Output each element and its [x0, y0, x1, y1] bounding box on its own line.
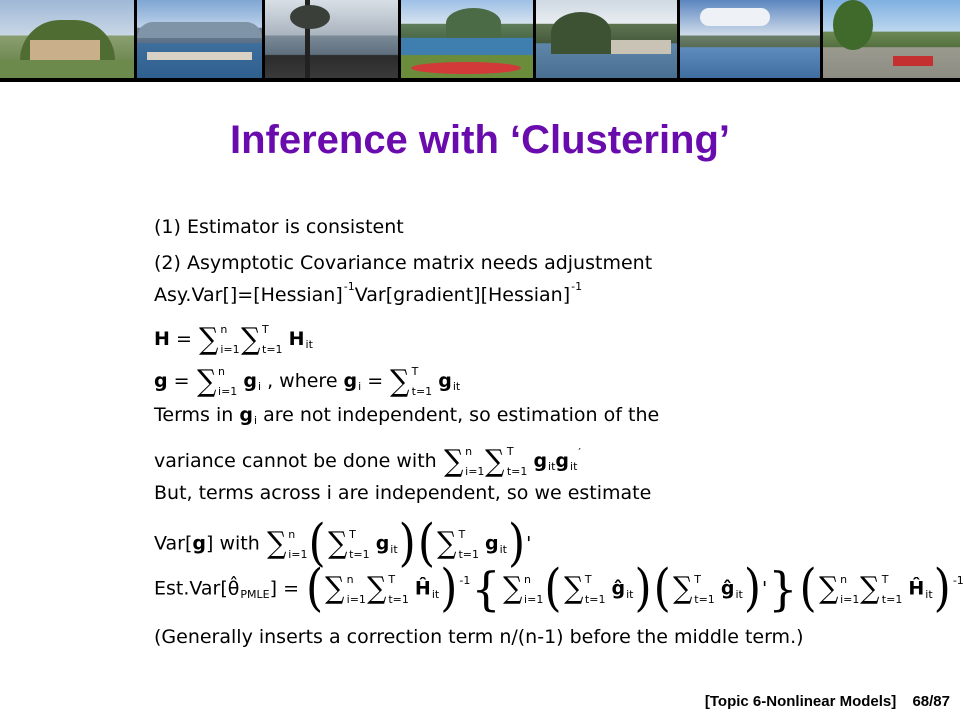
bold-symbol: H — [288, 328, 305, 350]
sum-upper-limit: T — [694, 572, 701, 586]
subscript: it — [626, 587, 634, 601]
sum-limits — [262, 324, 283, 355]
subscript: it — [431, 587, 440, 601]
sum-limits — [524, 574, 543, 605]
equation-text: ] = — [269, 577, 306, 600]
sum-lower-limit: i=1 — [288, 547, 308, 561]
sum-lower-limit: t=1 — [411, 385, 433, 398]
equation-text: ' — [761, 577, 768, 600]
superscript: ′ — [578, 446, 581, 459]
equation-line — [154, 363, 461, 399]
summation-symbol: ∑ — [860, 571, 880, 606]
equation-text: , where — [261, 370, 344, 392]
bold-symbol: g — [533, 450, 548, 472]
sum-upper-limit: n — [346, 572, 354, 586]
sum-upper-limit: n — [524, 572, 532, 586]
parenthesis: ( — [653, 559, 671, 618]
sum-lower-limit: t=1 — [881, 592, 903, 606]
equation-text: ] with — [206, 532, 266, 555]
bold-symbol: Ĥ — [414, 577, 431, 600]
summation-symbol: ∑ — [390, 363, 410, 399]
sum-upper-limit: T — [584, 572, 592, 586]
equation-text: (1) Estimator is consistent — [154, 216, 404, 238]
bold-symbol: ĝ — [720, 577, 735, 600]
equation-text: Var[gradient][Hessian] — [354, 284, 571, 306]
summation-symbol: ∑ — [563, 571, 583, 606]
equation-text: variance cannot be done with — [154, 450, 443, 472]
sum-upper-limit: T — [262, 323, 269, 336]
equation-text: Est.Var[ — [154, 577, 228, 600]
bold-symbol: g — [438, 370, 452, 392]
lake-clouds-photo — [680, 0, 820, 78]
subscript: it — [548, 460, 556, 473]
parenthesis: ) — [508, 514, 526, 573]
subscript: it — [499, 542, 507, 556]
parenthesis: ) — [743, 559, 761, 618]
bold-symbol: g — [375, 532, 390, 555]
sum-upper-limit: n — [220, 323, 228, 336]
subscript: it — [390, 542, 398, 556]
bold-symbol: Ĥ — [908, 577, 925, 600]
sum-lower-limit: t=1 — [458, 547, 479, 561]
equation-text: But, terms across i are independent, so we estimate — [154, 482, 652, 504]
equation-line — [154, 218, 404, 237]
page-number: 68/87 — [912, 693, 950, 710]
equation-text: are not independent, so estimation of the — [257, 404, 660, 426]
parenthesis: ( — [417, 514, 436, 573]
sum-limits — [585, 574, 606, 605]
sum-lower-limit: t=1 — [694, 592, 715, 606]
sum-limits — [694, 574, 715, 605]
superscript: -1 — [571, 280, 583, 293]
superscript: -1 — [952, 573, 964, 587]
lake-mountain-garden-photo — [401, 0, 533, 78]
summation-symbol: ∑ — [502, 571, 522, 606]
sum-upper-limit: T — [458, 527, 466, 541]
summation-symbol: ∑ — [672, 571, 693, 606]
subscript: it — [452, 380, 461, 393]
sum-upper-limit: n — [288, 527, 296, 541]
equation-text: = — [169, 328, 198, 350]
subscript: PMLE — [240, 587, 270, 601]
sum-limits — [458, 529, 479, 560]
slide-footer — [705, 693, 950, 710]
equation-text: Terms in — [154, 404, 240, 426]
sum-lower-limit: t=1 — [349, 547, 370, 561]
equation-line — [154, 559, 964, 618]
bold-symbol: g — [555, 450, 570, 472]
subscript: i — [358, 380, 362, 393]
photo-banner — [0, 0, 960, 80]
sum-limits — [220, 324, 239, 355]
parenthesis: ( — [544, 559, 562, 618]
parenthesis: ( — [308, 514, 326, 573]
bold-symbol: ĝ — [611, 577, 626, 600]
summation-symbol: ∑ — [198, 321, 219, 357]
equation-text: (Generally inserts a correction term n/(n-1) before the middle term.) — [154, 626, 804, 648]
sum-lower-limit: i=1 — [220, 343, 240, 356]
equation-line — [154, 254, 652, 273]
bold-symbol: g — [239, 404, 253, 426]
summation-symbol: ∑ — [325, 571, 345, 606]
sum-lower-limit: t=1 — [584, 592, 606, 606]
summation-symbol: ∑ — [818, 571, 839, 606]
lakeside-path-bench-photo — [823, 0, 960, 78]
subscript: i — [257, 380, 262, 393]
sum-limits — [412, 366, 433, 397]
brace: } — [768, 562, 798, 616]
equation-text: (2) Asymptotic Covariance matrix needs adjustment — [154, 252, 653, 274]
equation-line — [154, 514, 532, 573]
superscript: -1 — [459, 573, 471, 587]
summation-symbol: ∑ — [366, 571, 387, 606]
sum-upper-limit: T — [349, 527, 356, 541]
equation-line — [154, 484, 651, 503]
sum-lower-limit: i=1 — [218, 385, 238, 398]
subscript: it — [570, 460, 578, 473]
superscript: -1 — [343, 280, 355, 293]
sum-upper-limit: T — [881, 572, 889, 586]
sum-upper-limit: T — [411, 365, 419, 378]
sum-limits — [218, 366, 237, 397]
subscript: it — [735, 587, 743, 601]
sum-upper-limit: n — [465, 445, 473, 458]
summation-symbol: ∑ — [485, 443, 505, 479]
sum-upper-limit: n — [840, 572, 848, 586]
hilltop-village-photo — [0, 0, 134, 78]
parenthesis: ) — [933, 559, 951, 618]
equation-line — [154, 628, 804, 647]
slide-title: Inference with ‘Clustering’ — [229, 118, 731, 162]
equation-text: ' — [526, 532, 532, 555]
bold-symbol: H — [154, 328, 170, 350]
sum-lower-limit: i=1 — [524, 592, 544, 606]
banner-rule — [0, 78, 960, 82]
lake-city-photo — [137, 0, 262, 78]
footer-topic: [Topic 6-Nonlinear Models] — [704, 693, 897, 710]
sum-lower-limit: t=1 — [262, 343, 283, 356]
sum-lower-limit: i=1 — [346, 592, 366, 606]
brace: { — [471, 562, 501, 616]
summation-symbol: ∑ — [437, 526, 457, 561]
parenthesis: ( — [306, 559, 324, 618]
bold-symbol: g — [192, 532, 206, 555]
subscript: i — [253, 414, 258, 427]
bold-symbol: g — [343, 370, 358, 392]
parenthesis: ) — [634, 559, 652, 618]
subscript: it — [305, 338, 313, 351]
equation-line — [154, 443, 581, 479]
bold-symbol: g — [485, 532, 499, 555]
summation-symbol: ∑ — [327, 526, 348, 561]
equation-line — [154, 406, 659, 425]
sum-lower-limit: i=1 — [465, 465, 485, 478]
summation-symbol: ∑ — [196, 363, 216, 399]
bold-symbol: g — [243, 370, 257, 392]
equation-text: θ̂ — [227, 577, 240, 600]
sum-limits — [288, 529, 307, 560]
sum-limits — [347, 574, 366, 605]
lakeside-promenade-photo — [265, 0, 398, 78]
sum-limits — [465, 446, 484, 477]
bold-symbol: g — [154, 370, 168, 392]
sum-upper-limit: n — [218, 365, 226, 378]
parenthesis: ( — [799, 559, 817, 618]
parenthesis: ) — [398, 514, 416, 573]
subscript: it — [925, 587, 933, 601]
lake-peninsula-photo — [536, 0, 677, 78]
equation-line — [154, 280, 583, 306]
sum-lower-limit: t=1 — [506, 465, 528, 478]
sum-upper-limit: T — [388, 572, 396, 586]
equation-text: = — [361, 370, 390, 392]
equation-text: Asy.Var[]=[Hessian] — [154, 284, 343, 306]
sum-lower-limit: i=1 — [840, 592, 860, 606]
equation-text: Var[ — [154, 532, 193, 555]
sum-lower-limit: t=1 — [388, 592, 409, 606]
summation-symbol: ∑ — [240, 321, 260, 357]
sum-limits — [507, 446, 528, 477]
sum-upper-limit: T — [506, 445, 514, 458]
sum-limits — [349, 529, 370, 560]
parenthesis: ) — [440, 559, 458, 618]
equation-line — [154, 321, 313, 357]
summation-symbol: ∑ — [266, 526, 287, 561]
sum-limits — [882, 574, 903, 605]
sum-limits — [840, 574, 859, 605]
equation-text: = — [167, 370, 196, 392]
summation-symbol: ∑ — [443, 443, 464, 479]
sum-limits — [388, 574, 409, 605]
